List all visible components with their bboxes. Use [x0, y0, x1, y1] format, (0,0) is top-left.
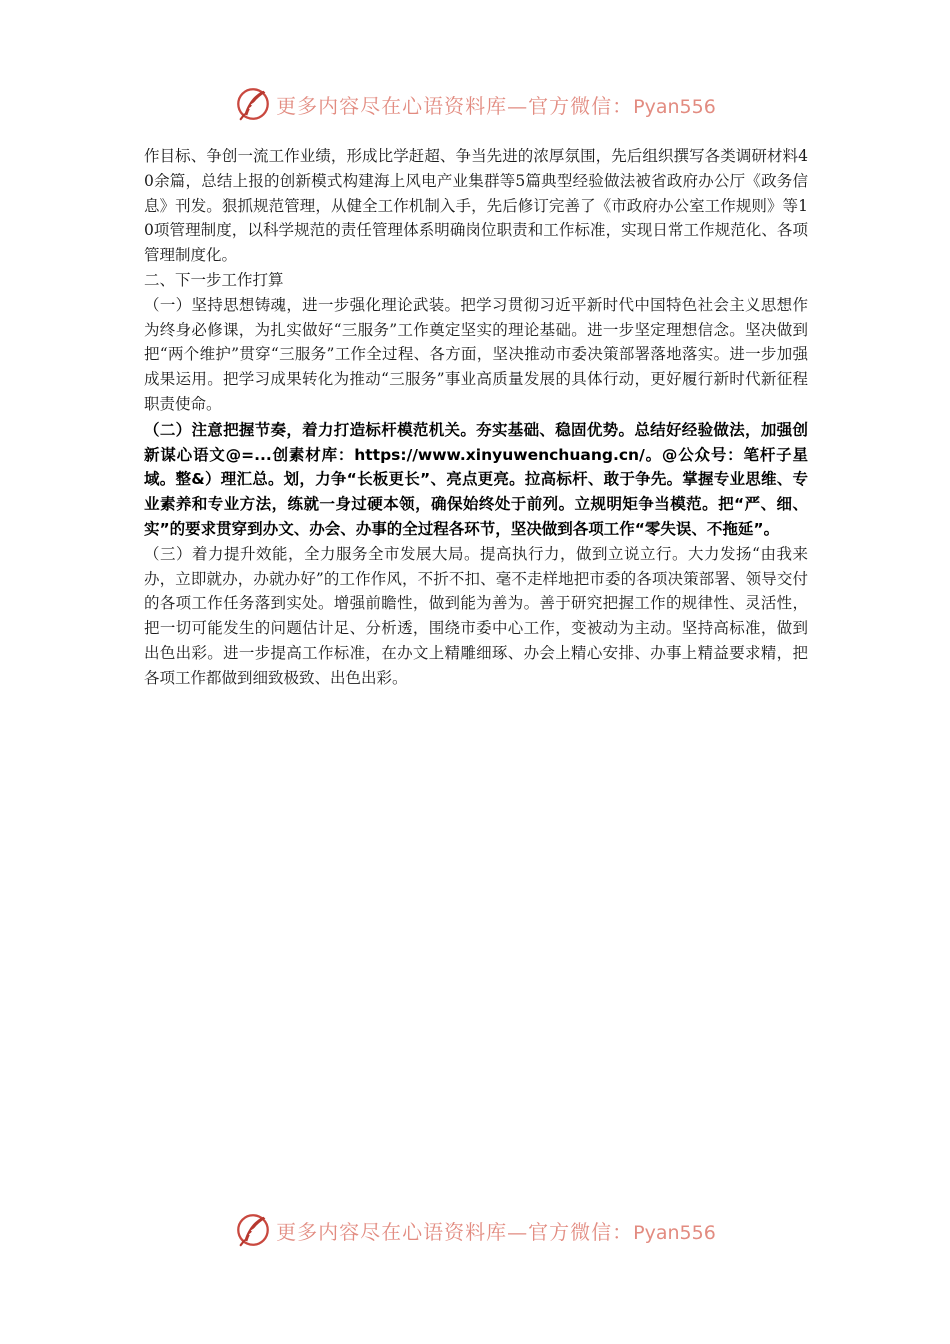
feather-quill-logo-icon [234, 85, 272, 123]
watermark-handle: Pyan556 [633, 1221, 716, 1244]
watermark-text: 更多内容尽在心语资料库—官方微信：Pyan556 [276, 1219, 716, 1244]
document-body [144, 144, 808, 691]
paragraph-item-3: （三）着力提升效能，全力服务全市发展大局。提高执行力，做到立说立行。大力发扬“由我来办，立即就办，办就办好”的工作作风，不折不扣、毫不走样地把市委的各项决策部署、领导交付的各项工作任务落到实处。增强前瞻性，做到能为善为。善于研究把握工作的规律性、灵活性，把一切可能发生的问题估计足、分析透，围绕市委中心工作，变被动为主动。坚持高标准，做到出色出彩。进一步提高工作标准，在办文上精雕细琢、办会上精心安排、办事上精益要求精，把各项工作都做到细致极致、出色出彩。 [144, 544, 808, 687]
paragraph-1: 作目标、争创一流工作业绩，形成比学赶超、争当先进的浓厚氛围，先后组织撰写各类调研材料40余篇，总结上报的创新模式构建海上风电产业集群等5篇典型经验做法被省政府办公厅《政务信息》刊发。狠抓规范管理，从健全工作机制入手，先后修订完善了《市政府办公室工作规则》等10项管理制度，以科学规范的责任管理体系明确岗位职责和工作标准，实现日常工作规范化、各项管理制度化。 [144, 147, 808, 265]
watermark-handle: Pyan556 [633, 95, 716, 118]
header-watermark-banner [0, 82, 950, 126]
section-heading: 二、下一步工作打算 [144, 270, 284, 289]
paragraph-item-1: （一）坚持思想铸魂，进一步强化理论武装。把学习贯彻习近平新时代中国特色社会主义思想作为终身必修课，为扎实做好“三服务”工作奠定坚实的理论基础。进一步坚定理想信念。坚决做到把“两个维护”贯穿“三服务”工作全过程、各方面，坚决推动市委决策部署落地落实。进一步加强成果运用。把学习成果转化为推动“三服务”事业高质量发展的具体行动，更好履行新时代新征程职责使命。 [144, 295, 808, 413]
footer-watermark-banner [0, 1208, 950, 1252]
watermark-text: 更多内容尽在心语资料库—官方微信：Pyan556 [276, 93, 716, 118]
paragraph-item-2: （二）注意把握节奏，着力打造标杆模范机关。夯实基础、稳固优势。总结好经验做法，加强创新谋心语文@=...创素材库：https://www.xinyuwenchuang.cn/。@公众号：笔杆子星域。整&）理汇总。划，力争“长板更长”、亮点更亮。拉高标杆、敢于争先。掌握专业思维、专业素养和专业方法，练就一身过硬本领，确保始终处于前列。立规明矩争当模范。把“严、细、实”的要求贯穿到办文、办会、办事的全过程各环节，坚决做到各项工作“零失误、不拖延”。 [144, 420, 808, 538]
feather-quill-logo-icon [234, 1211, 272, 1249]
